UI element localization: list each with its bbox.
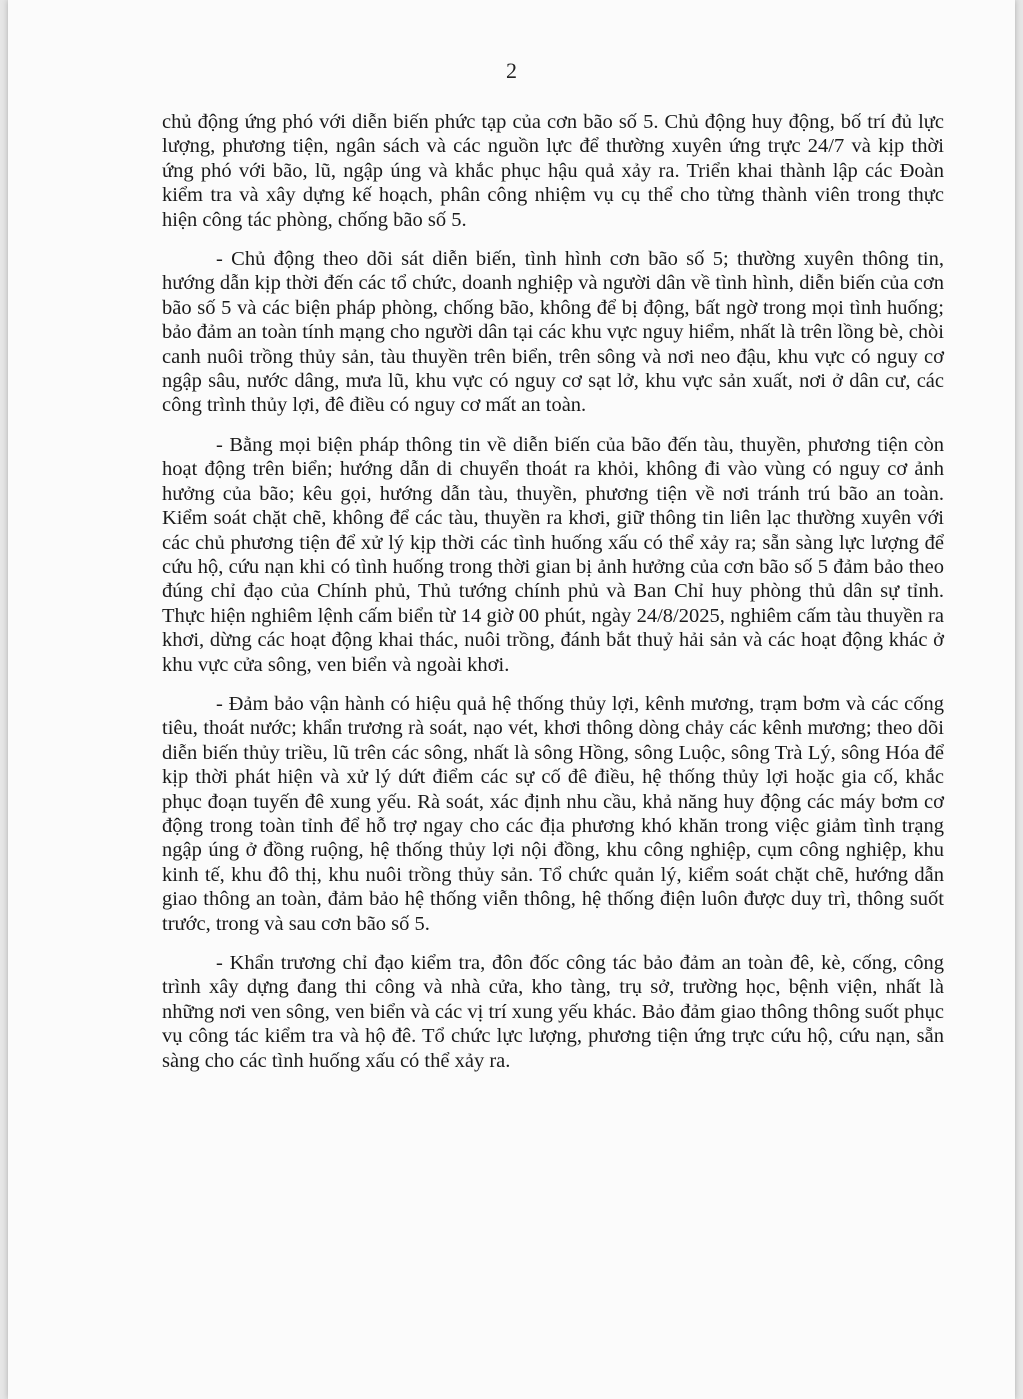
paragraph-inspection: - Khẩn trương chỉ đạo kiểm tra, đôn đốc công tác bảo đảm an toàn đê, kè, cống, công trình xây dựng đang thi công và nhà cửa, kho tàng, trụ sở, trường học, bệnh viện, nhất là những nơi ven sông, ven biển và các vị trí xung yếu khác. Bảo đảm giao thông thông suốt phục vụ công tác kiểm tra và hộ đê. Tổ chức lực lượng, phương tiện ứng trực cứu hộ, cứu nạn, sẵn sàng cho các tình huống xấu có thể xảy ra. (162, 952, 944, 1072)
document-body (162, 110, 944, 1088)
page-number: 2 (506, 58, 517, 83)
paragraph-irrigation: - Đảm bảo vận hành có hiệu quả hệ thống thủy lợi, kênh mương, trạm bơm và các cống tiêu, thoát nước; khẩn trương rà soát, nạo vét, khơi thông dòng chảy các kênh mương; theo dõi diễn biến thủy triều, lũ trên các sông, nhất là sông Hồng, sông Luộc, sông Trà Lý, sông Hóa để kịp thời phát hiện và xử lý dứt điểm các sự cố đê điều, hệ thống thủy lợi hoặc gia cố, khắc phục đoạn tuyến đê xung yếu. Rà soát, xác định nhu cầu, khả năng huy động các máy bơm cơ động trong toàn tỉnh để hỗ trợ ngay cho các địa phương khó khăn trong việc giảm tình trạng ngập úng ở đồng ruộng, hệ thống thủy lợi nội đồng, khu công nghiệp, cụm công nghiệp, khu kinh tế, khu đô thị, khu nuôi trồng thủy sản. Tổ chức quản lý, kiểm soát chặt chẽ, hướng dẫn giao thông an toàn, đảm bảo hệ thống viễn thông, hệ thống điện luôn được duy trì, thông suốt trước, trong và sau cơn bão số 5. (162, 692, 944, 935)
paragraph-continuation: chủ động ứng phó với diễn biến phức tạp của cơn bão số 5. Chủ động huy động, bố trí đủ lực lượng, phương tiện, ngân sách và các nguồn lực để thường xuyên ứng trực 24/7 và kịp thời ứng phó với bão, lũ, ngập úng và khắc phục hậu quả xảy ra. Triển khai thành lập các Đoàn kiểm tra và xây dựng kế hoạch, phân công nhiệm vụ cụ thể cho từng thành viên trong thực hiện công tác phòng, chống bão số 5. (162, 111, 944, 231)
paragraph-vessel-warning: - Bằng mọi biện pháp thông tin về diễn biến của bão đến tàu, thuyền, phương tiện còn hoạt động trên biển; hướng dẫn di chuyển thoát ra khỏi, không đi vào vùng có nguy cơ ảnh hưởng của bão; kêu gọi, hướng dẫn tàu, thuyền, phương tiện về nơi tránh trú bão an toàn. Kiểm soát chặt chẽ, không để các tàu, thuyền ra khơi, giữ thông tin liên lạc thường xuyên với các chủ phương tiện để xử lý kịp thời các tình huống xấu có thể xảy ra; sẵn sàng lực lượng để cứu hộ, cứu nạn khi có tình huống trong thời gian bị ảnh hưởng của cơn bão số 5 đảm bảo theo đúng chỉ đạo của Chính phủ, Thủ tướng chính phủ và Ban Chỉ huy phòng thủ dân sự tỉnh. Thực hiện nghiêm lệnh cấm biển từ 14 giờ 00 phút, ngày 24/8/2025, nghiêm cấm tàu thuyền ra khơi, dừng các hoạt động khai thác, nuôi trồng, đánh bắt thuỷ hải sản và các hoạt động khác ở khu vực cửa sông, ven biển và ngoài khơi. (162, 433, 944, 676)
paragraph-storm-monitoring: - Chủ động theo dõi sát diễn biến, tình hình cơn bão số 5; thường xuyên thông tin, hướng dẫn kịp thời đến các tổ chức, doanh nghiệp và người dân về tình hình, diễn biến của cơn bão số 5 và các biện pháp phòng, chống bão, không để bị động, bất ngờ trong mọi tình huống; bảo đảm an toàn tính mạng cho người dân tại các khu vực nguy hiểm, nhất là trên lồng bè, chòi canh nuôi trồng thủy sản, tàu thuyền trên biển, trên sông và nơi neo đậu, khu vực có nguy cơ ngập sâu, nước dâng, mưa lũ, khu vực có nguy cơ sạt lở, khu vực sản xuất, nơi ở dân cư, các công trình thủy lợi, đê điều có nguy cơ mất an toàn. (162, 248, 944, 417)
document-page (8, 0, 1015, 1399)
